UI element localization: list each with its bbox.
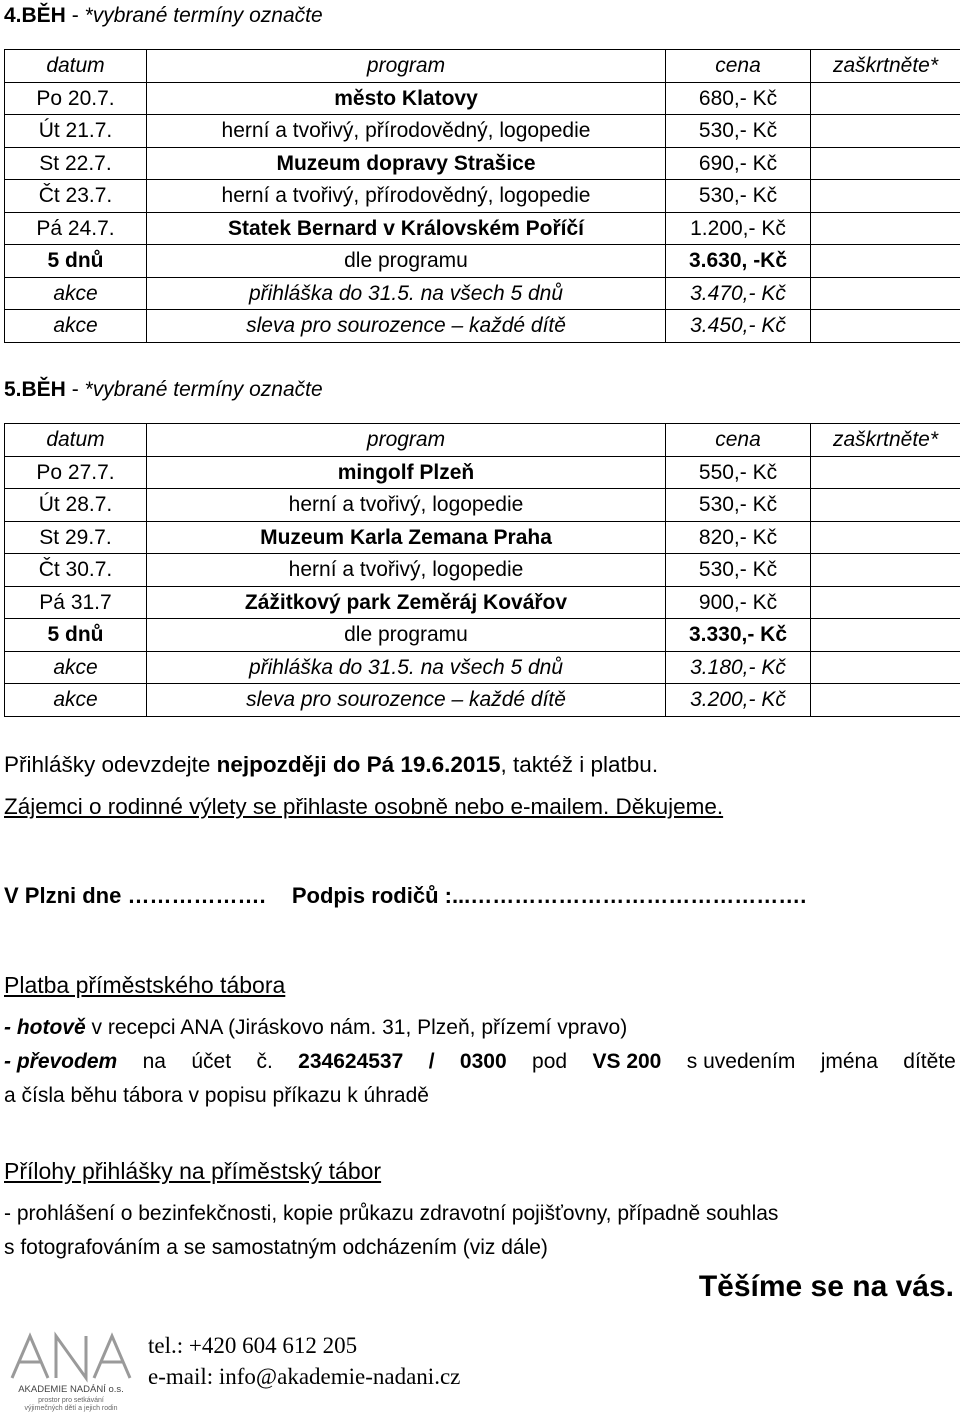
row-price: 820,- Kč: [666, 521, 811, 554]
total-days: 5 dnů: [5, 619, 147, 652]
table-row-offer: [5, 277, 960, 310]
row-price: 900,- Kč: [666, 586, 811, 619]
offer-label: akce: [5, 684, 147, 717]
contact-phone[interactable]: tel.: +420 604 612 205: [148, 1330, 357, 1361]
offer-price: 3.180,- Kč: [666, 651, 811, 684]
table-row: [5, 147, 960, 180]
col-header-check: zaškrtněte*: [811, 50, 960, 83]
col-header-price: cena: [666, 424, 811, 457]
offer-price: 3.470,- Kč: [666, 277, 811, 310]
col-header-date: datum: [5, 424, 147, 457]
attachments-line1: - prohlášení o bezinfekčnosti, kopie průkazu zdravotní pojišťovny, případně souhlas: [4, 1202, 778, 1226]
row-price: 680,- Kč: [666, 82, 811, 115]
row-program: herní a tvořivý, logopedie: [147, 554, 666, 587]
logo-letter-a1: [12, 1336, 48, 1378]
checkbox-cell[interactable]: [811, 245, 960, 278]
row-program: Muzeum dopravy Strašice: [147, 147, 666, 180]
checkbox-cell[interactable]: [811, 651, 960, 684]
offer-program: přihláška do 31.5. na všech 5 dnů: [147, 277, 666, 310]
schedule-table-run5: [4, 423, 960, 717]
payment-heading: Platba příměstského tábora: [4, 972, 285, 999]
total-days: 5 dnů: [5, 245, 147, 278]
signature-place-date[interactable]: V Plzni dne ……………….: [4, 883, 266, 908]
section4-title: 4.BĚH - *vybrané termíny označte: [4, 4, 323, 28]
logo-letter-n: [56, 1336, 86, 1378]
table-row: [5, 115, 960, 148]
offer-label: akce: [5, 277, 147, 310]
family-trips-note: Zájemci o rodinné výlety se přihlaste osobně nebo e-mailem. Děkujeme.: [4, 794, 723, 820]
checkbox-cell[interactable]: [811, 456, 960, 489]
checkbox-cell[interactable]: [811, 619, 960, 652]
table-row: [5, 586, 960, 619]
total-price: 3.330,- Kč: [666, 619, 811, 652]
contact-email[interactable]: e-mail: info@akademie-nadani.cz: [148, 1361, 460, 1392]
signature-parent[interactable]: Podpis rodičů :...……………………………………….: [292, 883, 807, 908]
table-row: [5, 212, 960, 245]
total-price: 3.630, -Kč: [666, 245, 811, 278]
row-date: Út 28.7.: [5, 489, 147, 522]
closing-greeting: Těšíme se na vás.: [699, 1270, 954, 1304]
offer-label: akce: [5, 651, 147, 684]
col-header-program: program: [147, 424, 666, 457]
deadline-note: Přihlášky odevzdejte nejpozději do Pá 19.6.2015, taktéž i platbu.: [4, 752, 658, 778]
logo-tagline2: výjimečných dětí a jejich rodin: [25, 1405, 118, 1412]
row-date: St 29.7.: [5, 521, 147, 554]
payment-cash: - hotově v recepci ANA (Jiráskovo nám. 31, Plzeň, přízemí vpravo): [4, 1016, 627, 1040]
attachments-heading: Přílohy přihlášky na příměstský tábor: [4, 1158, 381, 1185]
col-header-program: program: [147, 50, 666, 83]
table-row-offer: [5, 651, 960, 684]
row-date: St 22.7.: [5, 147, 147, 180]
checkbox-cell[interactable]: [811, 212, 960, 245]
account-number: 234624537: [298, 1050, 403, 1074]
col-header-date: datum: [5, 50, 147, 83]
col-header-price: cena: [666, 50, 811, 83]
row-date: Pá 24.7.: [5, 212, 147, 245]
ana-logo: [6, 1330, 136, 1412]
row-price: 530,- Kč: [666, 115, 811, 148]
payment-transfer-line2: a čísla běhu tábora v popisu příkazu k úhradě: [4, 1084, 429, 1108]
checkbox-cell[interactable]: [811, 115, 960, 148]
table-row: [5, 456, 960, 489]
offer-label: akce: [5, 310, 147, 343]
row-program: herní a tvořivý, přírodovědný, logopedie: [147, 180, 666, 213]
offer-price: 3.450,- Kč: [666, 310, 811, 343]
table-row: [5, 489, 960, 522]
offer-program: sleva pro sourozence – každé dítě: [147, 310, 666, 343]
checkbox-cell[interactable]: [811, 310, 960, 343]
row-date: Út 21.7.: [5, 115, 147, 148]
offer-price: 3.200,- Kč: [666, 684, 811, 717]
row-program: město Klatovy: [147, 82, 666, 115]
row-price: 550,- Kč: [666, 456, 811, 489]
table-row: [5, 82, 960, 115]
row-program: Zážitkový park Zeměráj Kovářov: [147, 586, 666, 619]
offer-program: přihláška do 31.5. na všech 5 dnů: [147, 651, 666, 684]
variable-symbol: VS 200: [592, 1050, 661, 1074]
row-program: mingolf Plzeň: [147, 456, 666, 489]
row-program: Muzeum Karla Zemana Praha: [147, 521, 666, 554]
row-price: 530,- Kč: [666, 180, 811, 213]
checkbox-cell[interactable]: [811, 489, 960, 522]
table-row: [5, 180, 960, 213]
col-header-check: zaškrtněte*: [811, 424, 960, 457]
logo-letter-a2: [94, 1336, 130, 1378]
row-date: Čt 30.7.: [5, 554, 147, 587]
checkbox-cell[interactable]: [811, 180, 960, 213]
row-program: herní a tvořivý, logopedie: [147, 489, 666, 522]
table-header-row: [5, 50, 960, 83]
total-program: dle programu: [147, 619, 666, 652]
logo-tagline1: prostor pro setkávání: [38, 1397, 104, 1404]
bank-code: 0300: [460, 1050, 507, 1074]
checkbox-cell[interactable]: [811, 521, 960, 554]
table-header-row: [5, 424, 960, 457]
row-price: 1.200,- Kč: [666, 212, 811, 245]
checkbox-cell[interactable]: [811, 277, 960, 310]
table-row-offer: [5, 310, 960, 343]
attachments-line2: s fotografováním a se samostatným odcházením (viz dále): [4, 1236, 548, 1260]
row-price: 530,- Kč: [666, 489, 811, 522]
checkbox-cell[interactable]: [811, 82, 960, 115]
row-date: Po 20.7.: [5, 82, 147, 115]
checkbox-cell[interactable]: [811, 147, 960, 180]
total-program: dle programu: [147, 245, 666, 278]
section5-title: 5.BĚH - *vybrané termíny označte: [4, 378, 323, 402]
table-row-total: [5, 245, 960, 278]
schedule-table-run4: [4, 49, 960, 343]
logo-name: AKADEMIE NADÁNÍ o.s.: [18, 1384, 124, 1395]
row-date: Čt 23.7.: [5, 180, 147, 213]
row-program: herní a tvořivý, přírodovědný, logopedie: [147, 115, 666, 148]
row-date: Po 27.7.: [5, 456, 147, 489]
table-row: [5, 554, 960, 587]
table-row-offer: [5, 684, 960, 717]
row-price: 530,- Kč: [666, 554, 811, 587]
checkbox-cell[interactable]: [811, 586, 960, 619]
table-row: [5, 521, 960, 554]
row-program: Statek Bernard v Královském Poříčí: [147, 212, 666, 245]
offer-program: sleva pro sourozence – každé dítě: [147, 684, 666, 717]
table-row-total: [5, 619, 960, 652]
deadline-date: nejpozději do Pá 19.6.2015: [217, 752, 501, 777]
row-date: Pá 31.7: [5, 586, 147, 619]
payment-transfer: - převodem na účet č. 234624537 / 0300 pod VS 200 s uvedením jména dítěte: [4, 1050, 956, 1074]
row-price: 690,- Kč: [666, 147, 811, 180]
signature-line: [4, 883, 806, 909]
checkbox-cell[interactable]: [811, 684, 960, 717]
checkbox-cell[interactable]: [811, 554, 960, 587]
